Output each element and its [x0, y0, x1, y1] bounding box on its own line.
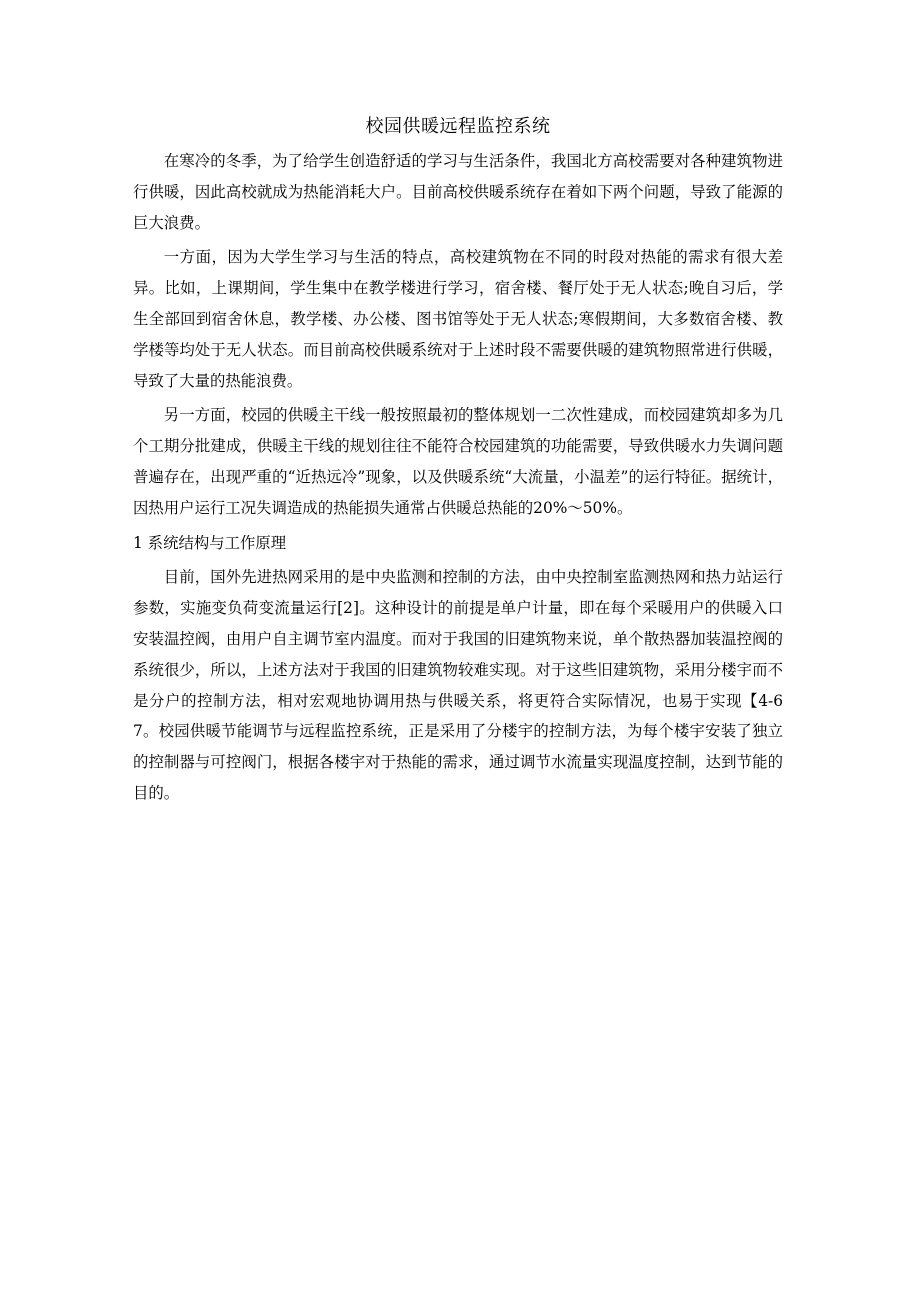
paragraph-system-structure: 目前，国外先进热网采用的是中央监测和控制的方法，由中央控制室监测热网和热力站运行参数，实施变负荷变流量运行[2]。这种设计的前提是单户计量，即在每个采暖用户的供暖入口安装温控阀，由用户自主调节室内温度。而对于我国的旧建筑物来说，单个散热器加装温控阀的系统很少，所以，上述方法对于我国的旧建筑物较难实现。对于这些旧建筑物，采用分楼宇而不是分户的控制方法，相对宏观地协调用热与供暖关系，将更符合实际情况，也易于实现【4-67。校园供暖节能调节与远程监控系统，正是采用了分楼宇的控制方法，为每个楼宇安装了独立的控制器与可控阀门，根据各楼宇对于热能的需求，通过调节水流量实现温度控制，达到节能的目的。 — [133, 568, 783, 802]
document-page — [133, 112, 783, 813]
paragraph-intro: 在寒冷的冬季，为了给学生创造舒适的学习与生活条件，我国北方高校需要对各种建筑物进行供暖，因此高校就成为热能消耗大户。目前高校供暖系统存在着如下两个问题，导致了能源的巨大浪费。 — [133, 152, 783, 232]
section-heading: 1 系统结构与工作原理 — [133, 533, 287, 552]
document-title: 校园供暖远程监控系统 — [365, 116, 551, 137]
paragraph-first-aspect: 一方面，因为大学生学习与生活的特点，高校建筑物在不同的时段对热能的需求有很大差异。比如，上课期间，学生集中在教学楼进行学习，宿舍楼、餐厅处于无人状态;晚自习后，学生全部回到宿舍休息，教学楼、办公楼、图书馆等处于无人状态;寒假期间，大多数宿舍楼、教学楼等均处于无人状态。而目前高校供暖系统对于上述时段不需要供暖的建筑物照常进行供暖，导致了大量的热能浪费。 — [133, 248, 783, 390]
paragraph-second-aspect: 另一方面，校园的供暖主干线一般按照最初的整体规划一二次性建成，而校园建筑却多为几个工期分批建成，供暖主干线的规划往往不能符合校园建筑的功能需要，导致供暖水力失调问题普遍存在，出现严重的“近热远冷”现象，以及供暖系统“大流量，小温差”的运行特征。据统计，因热用户运行工况失调造成的热能损失通常占供暖总热能的20%～50%。 — [133, 406, 783, 517]
